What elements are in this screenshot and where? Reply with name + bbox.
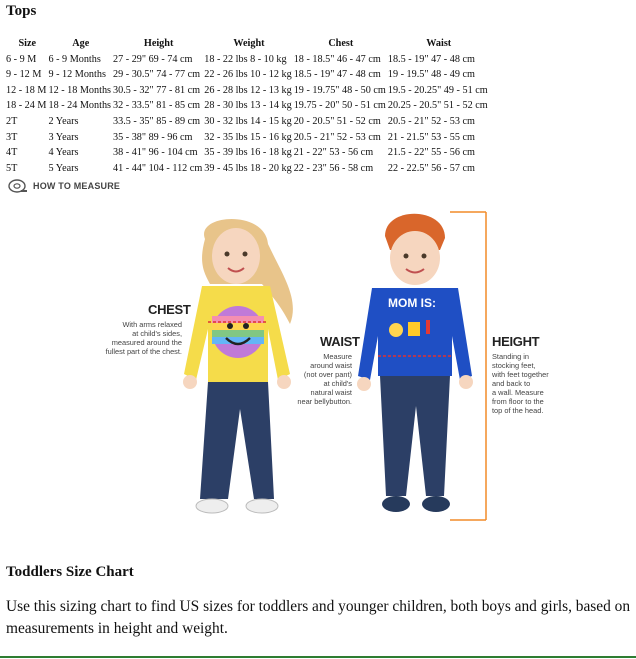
page-title: Tops [6, 3, 37, 19]
table-cell: 22 - 26 lbs 10 - 12 kg [204, 69, 292, 81]
bottom-divider [0, 656, 636, 658]
table-cell: 21.5 - 22" 55 - 56 cm [387, 147, 475, 159]
table-row [6, 52, 490, 68]
thumbs-up-emoji [408, 322, 420, 336]
table-cell: 12 - 18 M [6, 84, 47, 96]
table-cell: 30 - 32 lbs 14 - 15 kg [204, 115, 292, 127]
section-heading: Toddlers Size Chart [6, 564, 134, 580]
table-cell: 32 - 35 lbs 15 - 16 kg [204, 131, 292, 143]
section-description: Use this sizing chart to find US sizes for toddlers and younger children, both boys and girls, based on measurements in height and weight. [6, 598, 631, 637]
table-cell: 41 - 44" 104 - 112 cm [113, 162, 203, 174]
girl-face [212, 228, 260, 284]
height-title: HEIGHT [492, 334, 540, 349]
table-cell: 21 - 21.5" 53 - 55 cm [387, 131, 475, 143]
table-cell: 21 - 22" 53 - 56 cm [293, 147, 374, 159]
table-cell: 38 - 41" 96 - 104 cm [113, 147, 198, 159]
table-cell: 20.25 - 20.5" 51 - 52 cm [387, 100, 488, 112]
table-cell: 18 - 24 M [6, 100, 47, 112]
table-row [6, 130, 490, 146]
table-cell: 27 - 29" 69 - 74 cm [113, 53, 193, 65]
tape-measure-icon [8, 179, 28, 193]
table-cell: 30.5 - 32" 77 - 81 cm [113, 84, 201, 96]
table-cell: 18 - 24 Months [48, 100, 112, 112]
table-cell: 9 - 12 M [6, 69, 42, 81]
table-cell: 4 Years [48, 147, 79, 159]
chest-title: CHEST [148, 302, 191, 317]
table-cell: 18.5 - 19" 47 - 48 cm [293, 69, 381, 81]
table-cell: 18 - 18.5" 46 - 47 cm [293, 53, 381, 65]
table-cell: 26 - 28 lbs 12 - 13 kg [204, 84, 292, 96]
table-cell: 4T [6, 147, 18, 159]
table-cell: 5 Years [48, 162, 79, 174]
table-cell: 6 - 9 M [6, 53, 37, 65]
table-row [6, 98, 490, 114]
table-row [6, 145, 490, 161]
table-cell: 18.5 - 19" 47 - 48 cm [387, 53, 475, 65]
measurement-illustration [0, 196, 636, 536]
column-header: Weight [233, 38, 265, 49]
how-to-measure-label: HOW TO MEASURE [33, 181, 121, 191]
table-row [6, 83, 490, 99]
table-cell: 35 - 38" 89 - 96 cm [113, 131, 193, 143]
table-cell: 5T [6, 162, 18, 174]
table-cell: 12 - 18 Months [48, 84, 112, 96]
how-to-measure-link[interactable] [8, 179, 120, 193]
table-cell: 19.75 - 20" 50 - 51 cm [293, 100, 386, 112]
table-cell: 20 - 20.5" 51 - 52 cm [293, 115, 381, 127]
table-row [6, 67, 490, 83]
column-header: Chest [328, 38, 354, 49]
table-cell: 39 - 45 lbs 18 - 20 kg [204, 162, 292, 174]
table-cell: 19 - 19.5" 48 - 49 cm [387, 69, 475, 81]
table-row [6, 114, 490, 130]
table-cell: 19.5 - 20.25" 49 - 51 cm [387, 84, 488, 96]
column-header: Size [18, 38, 36, 49]
table-cell: 18 - 22 lbs 8 - 10 kg [204, 53, 287, 65]
table-row [6, 161, 490, 177]
height-measure-bracket [440, 210, 492, 522]
table-cell: 6 - 9 Months [48, 53, 101, 65]
column-header: Height [143, 38, 174, 49]
waist-description: Measure around waist (not over pant) at child's natural waist near bellybutton. [297, 352, 352, 406]
table-cell: 33.5 - 35" 85 - 89 cm [113, 115, 201, 127]
waist-title: WAIST [320, 334, 360, 349]
column-header: Waist [426, 38, 452, 49]
table-cell: 19 - 19.75" 48 - 50 cm [293, 84, 386, 96]
shirt-text: MOM IS: [388, 296, 436, 310]
table-cell: 3T [6, 131, 18, 143]
table-body [6, 52, 490, 177]
chest-description: With arms relaxed at child's sides, measured around the fullest part of the chest. [105, 320, 182, 356]
table-cell: 20.5 - 21" 52 - 53 cm [293, 131, 381, 143]
table-cell: 35 - 39 lbs 16 - 18 kg [204, 147, 292, 159]
table-header-row [6, 36, 490, 52]
boy-face [390, 231, 440, 285]
table-cell: 3 Years [48, 131, 79, 143]
table-cell: 22 - 23" 56 - 58 cm [293, 162, 374, 174]
column-header: Age [72, 38, 90, 49]
table-cell: 22 - 22.5" 56 - 57 cm [387, 162, 475, 174]
smiley-emoji [389, 323, 403, 337]
table-cell: 20.5 - 21" 52 - 53 cm [387, 115, 475, 127]
size-table [6, 36, 490, 176]
table-cell: 28 - 30 lbs 13 - 14 kg [204, 100, 292, 112]
table-cell: 2 Years [48, 115, 79, 127]
table-cell: 2T [6, 115, 18, 127]
table-cell: 32 - 33.5" 81 - 85 cm [113, 100, 201, 112]
height-description: Standing in stocking feet, with feet together and back to a wall. Measure from floor to the top of the head. [492, 352, 549, 415]
table-cell: 9 - 12 Months [48, 69, 106, 81]
table-cell: 29 - 30.5" 74 - 77 cm [113, 69, 201, 81]
exclamation-mark [426, 320, 430, 334]
